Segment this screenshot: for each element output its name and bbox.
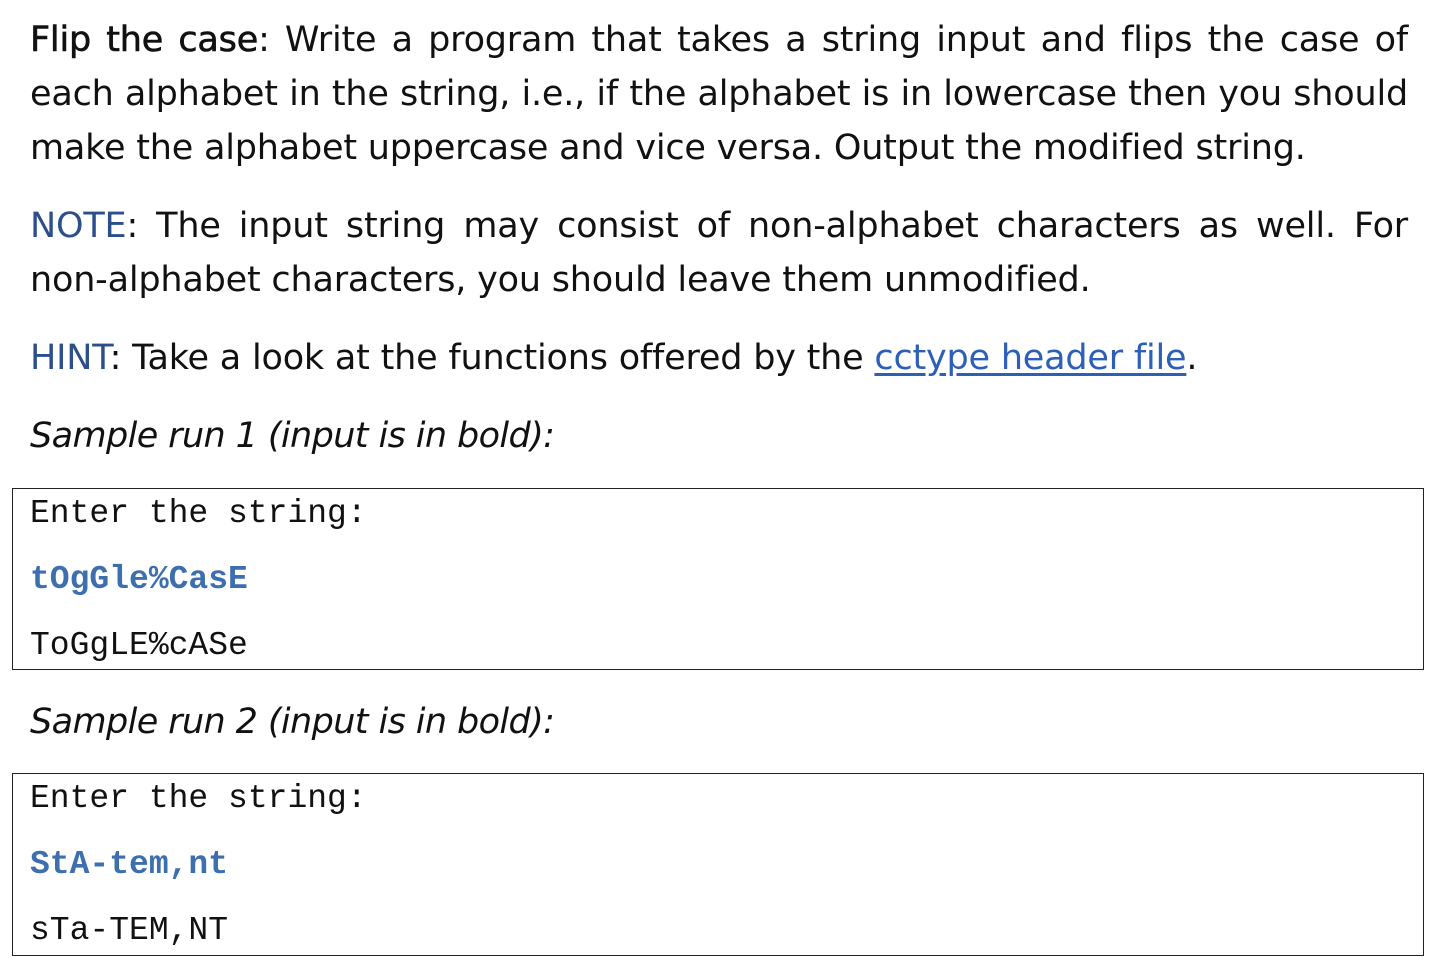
sample-run-2-box <box>12 773 1424 956</box>
note-paragraph <box>30 199 1408 307</box>
sample-run-2-label: Sample run 2 (input is in bold): <box>30 702 555 742</box>
flip-the-case-paragraph <box>30 13 1408 175</box>
input-line: StA-tem,nt <box>30 846 229 883</box>
paragraph-title: Flip the case <box>30 20 259 60</box>
paragraph-text: : Write a program that takes a string input and flips the case of each alphabet in the string, i.e., if the alphabet is in lowercase then you should make the alphabet uppercase and vice versa. Output the modified string. <box>30 20 1408 168</box>
output-line: sTa-TEM,NT <box>30 912 229 949</box>
output-line: ToGgLE%cASe <box>30 627 248 664</box>
sample-run-1-label: Sample run 1 (input is in bold): <box>30 416 555 456</box>
hint-paragraph <box>30 331 1408 385</box>
prompt-line: Enter the string: <box>30 495 367 532</box>
cctype-header-link[interactable]: cctype header file <box>874 338 1187 378</box>
prompt-line: Enter the string: <box>30 780 367 817</box>
input-line: tOgGle%CasE <box>30 561 248 598</box>
note-label: NOTE <box>30 206 127 246</box>
hint-text-end: . <box>1186 338 1198 378</box>
note-text: : The input string may consist of non-alphabet characters as well. For non-alphabet characters, you should leave them unmodified. <box>30 206 1408 300</box>
hint-label: HINT <box>30 338 110 378</box>
hint-text: : Take a look at the functions offered by the <box>109 338 875 378</box>
sample-run-1-box <box>12 488 1424 670</box>
